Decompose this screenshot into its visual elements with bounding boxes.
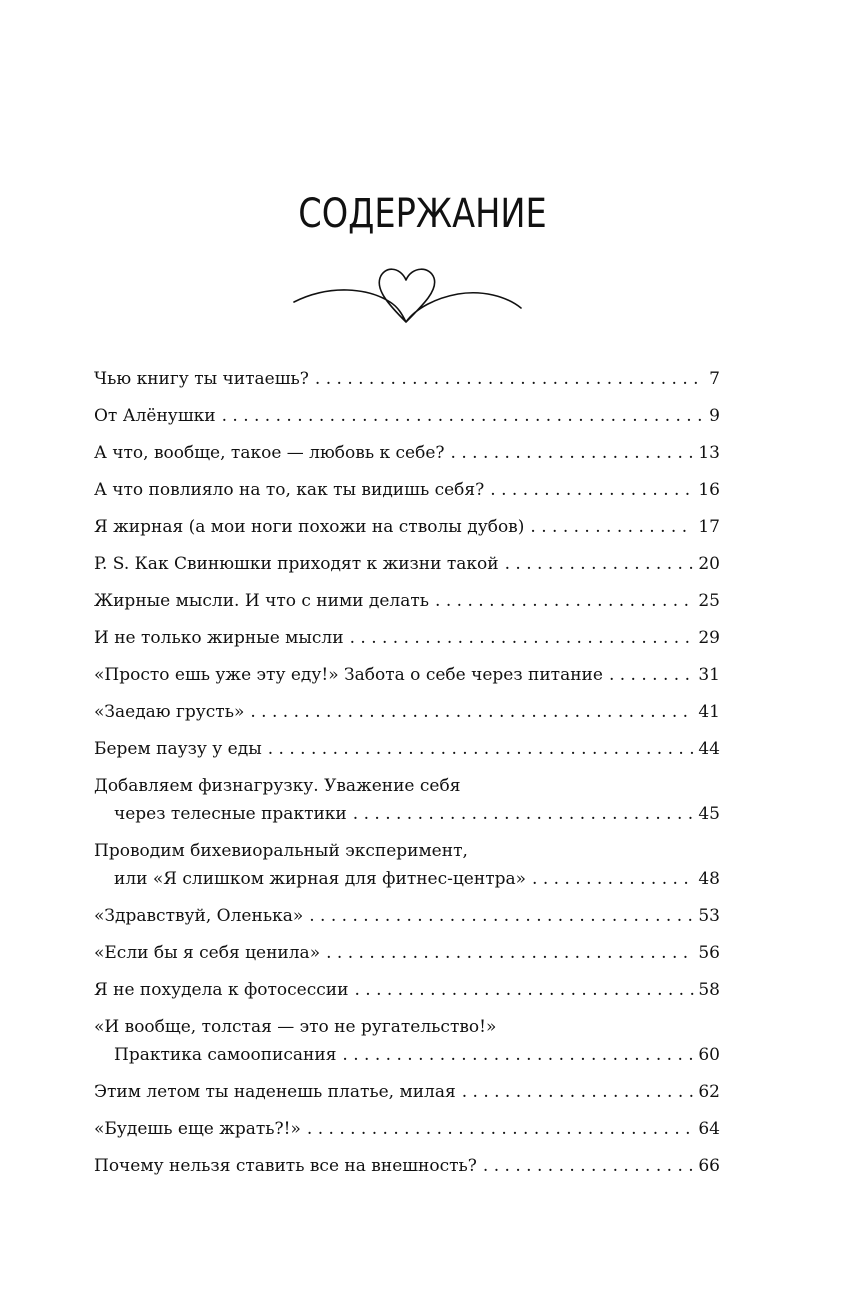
toc-entry-title: «Заедаю грусть» [94,702,245,722]
dot-leader [435,589,694,606]
toc-entry[interactable] [94,624,720,652]
dot-leader [307,1117,694,1134]
toc-entry-title: И не только жирные мысли [94,628,344,648]
dot-leader [250,700,694,717]
toc-entry-title: Я жирная (а мои ноги похожи на стволы дубов) [94,517,525,537]
dot-leader [353,802,695,819]
toc-entry-title: «Будешь еще жрать?!» [94,1119,301,1139]
toc-page-number: 17 [698,517,720,537]
toc-page-number: 20 [698,554,720,574]
toc-page-number: 7 [709,369,720,389]
toc-entry[interactable] [94,1152,720,1180]
toc-page-number: 41 [698,702,720,722]
dot-leader [350,626,695,643]
dot-leader [483,1154,694,1171]
toc-entry[interactable] [94,772,720,828]
toc-page-number: 16 [698,480,720,500]
toc-entry[interactable] [94,976,720,1004]
toc-entry-title: От Алёнушки [94,406,216,426]
toc-entry[interactable] [94,550,720,578]
dot-leader [326,941,694,958]
dot-leader [354,978,694,995]
toc-entry-title: А что, вообще, такое — любовь к себе? [94,443,445,463]
toc-entry-title: Практика самоописания [114,1045,337,1065]
toc-page-number: 9 [709,406,720,426]
toc-entry[interactable] [94,661,720,689]
dot-leader [451,441,695,458]
dot-leader [222,404,706,421]
toc-entry-title-first-line: Добавляем физнагрузку. Уважение себя [94,776,461,796]
toc-entry[interactable] [94,1115,720,1143]
toc-entry-title-first-line: «И вообще, толстая — это не ругательство!» [94,1017,497,1037]
toc-entry-title: Я не похудела к фотосессии [94,980,349,1000]
toc-entry-title: «Просто ешь уже эту еду!» Забота о себе через питание [94,665,603,685]
toc-entry[interactable] [94,1078,720,1106]
toc-entry[interactable] [94,513,720,541]
toc-entry-title: Жирные мысли. И что с ними делать [94,591,430,611]
dot-leader [268,737,695,754]
toc-entry[interactable] [94,698,720,726]
toc-page-number: 25 [698,591,720,611]
toc-entry-title: Этим летом ты наденешь платье, милая [94,1082,456,1102]
dot-leader [342,1043,694,1060]
toc-page-number: 45 [698,804,720,824]
toc-entry-title: Почему нельзя ставить все на внешность? [94,1156,477,1176]
toc-page-number: 29 [698,628,720,648]
table-of-contents [94,365,720,1180]
toc-entry[interactable] [94,439,720,467]
toc-page-number: 48 [698,869,720,889]
toc-entry-title: «Здравствуй, Оленька» [94,906,304,926]
toc-entry-title: через телесные практики [114,804,347,824]
toc-entry-title: Берем паузу у еды [94,739,262,759]
dot-leader [609,663,694,680]
toc-page-number: 58 [698,980,720,1000]
toc-page-number: 53 [698,906,720,926]
dot-leader [530,515,694,532]
toc-entry[interactable] [94,365,720,393]
dot-leader [315,367,705,384]
heart-flourish-icon [290,262,525,334]
toc-page-number: 66 [698,1156,720,1176]
dot-leader [532,867,694,884]
toc-entry-title: «Если бы я себя ценила» [94,943,321,963]
toc-entry-title: или «Я слишком жирная для фитнес-центра» [114,869,527,889]
page-title: СОДЕРЖАНИЕ [298,191,547,237]
toc-entry[interactable] [94,939,720,967]
toc-entry-title: А что повлияло на то, как ты видишь себя? [94,480,485,500]
toc-page-number: 56 [698,943,720,963]
toc-entry[interactable] [94,587,720,615]
dot-leader [462,1080,695,1097]
toc-page-number: 13 [698,443,720,463]
toc-page-number: 64 [698,1119,720,1139]
dot-leader [505,552,695,569]
toc-entry[interactable] [94,735,720,763]
toc-page-number: 62 [698,1082,720,1102]
toc-entry-title: Чью книгу ты читаешь? [94,369,309,389]
toc-entry[interactable] [94,402,720,430]
toc-entry-title: P. S. Как Свинюшки приходят к жизни такой [94,554,499,574]
toc-page-number: 31 [698,665,720,685]
toc-page-number: 44 [698,739,720,759]
toc-entry[interactable] [94,902,720,930]
toc-entry[interactable] [94,1013,720,1069]
toc-entry[interactable] [94,476,720,504]
toc-entry-title-first-line: Проводим бихевиоральный эксперимент, [94,841,468,861]
dot-leader [490,478,694,495]
toc-entry[interactable] [94,837,720,893]
toc-page-number: 60 [698,1045,720,1065]
dot-leader [309,904,694,921]
